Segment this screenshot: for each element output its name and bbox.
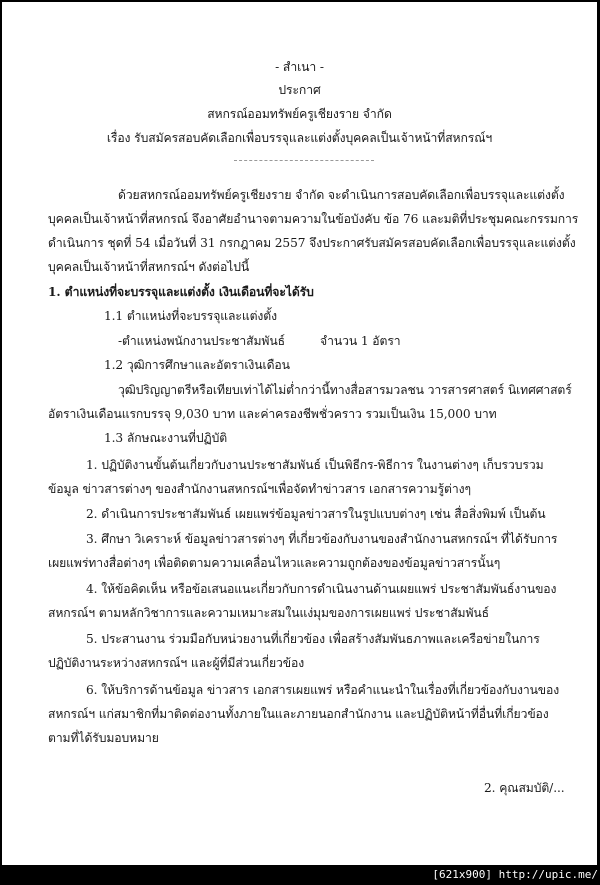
duty-6-line-2: สหกรณ์ฯ แก่สมาชิกที่มาติดต่องานทั้งภายในและภายนอกสำนักงาน และปฏิบัติหน้าที่อื่นที่เกี่ยวข้อง (48, 707, 549, 721)
qualification-line-2: อัตราเงินเดือนแรกบรรจุ 9,030 บาท และค่าครองชีพชั่วคราว รวมเป็นเงิน 15,000 บาท (48, 407, 497, 421)
section-1-heading: 1. ตำแหน่งที่จะบรรจุและแต่งตั้ง เงินเดือนที่จะได้รับ (48, 285, 314, 299)
duty-1-line-1: 1. ปฏิบัติงานขั้นต้นเกี่ยวกับงานประชาสัมพันธ์ เป็นพิธีกร-พิธีการ ในงานต่างๆ เก็บรวบรวม (86, 458, 544, 472)
duty-5-line-1: 5. ประสานงาน ร่วมมือกับหน่วยงานที่เกี่ยวข้อง เพื่อสร้างสัมพันธภาพและเครือข่ายในการ (86, 632, 540, 646)
duty-4-line-2: สหกรณ์ฯ ตามหลักวิชาการและความเหมาะสมในแง่มุมของการเผยแพร่ ประชาสัมพันธ์ (48, 606, 489, 620)
section-1-3-heading: 1.3 ลักษณะงานที่ปฏิบัติ (104, 431, 228, 445)
intro-line-3: ดำเนินการ ชุดที่ 54 เมื่อวันที่ 31 กรกฎาคม 2557 จึงประกาศรับสมัครสอบคัดเลือกเพื่อบรรจุและแต่งตั้ง (48, 236, 576, 250)
section-1-2-heading: 1.2 วุฒิการศึกษาและอัตราเงินเดือน (104, 358, 290, 372)
duty-3-line-2: เผยแพร่ทางสื่อต่างๆ เพื่อติดตามความเคลื่อนไหวและความถูกต้องของข้อมูลข่าวสารนั้นๆ (48, 556, 501, 570)
announcement-title: ประกาศ (278, 83, 321, 97)
document-page (2, 2, 597, 865)
organization-name: สหกรณ์ออมทรัพย์ครูเชียงราย จำกัด (207, 107, 392, 121)
duty-1-line-2: ข้อมูล ข่าวสารต่างๆ ของสำนักงานสหกรณ์ฯเพื่อจัดทำข่าวสาร เอกสารความรู้ต่างๆ (48, 482, 471, 496)
intro-line-1: ด้วยสหกรณ์ออมทรัพย์ครูเชียงราย จำกัด จะดำเนินการสอบคัดเลือกเพื่อบรรจุและแต่งตั้ง (118, 188, 565, 202)
duty-6-line-3: ตามที่ได้รับมอบหมาย (48, 731, 159, 745)
continuation-note: 2. คุณสมบัติ/... (484, 781, 565, 795)
duty-6-line-1: 6. ให้บริการด้านข้อมูล ข่าวสาร เอกสารเผยแพร่ หรือคำแนะนำในเรื่องที่เกี่ยวข้องกับงานของ (86, 683, 560, 697)
position-count: จำนวน 1 อัตรา (320, 334, 401, 348)
duty-5-line-2: ปฏิบัติงานระหว่างสหกรณ์ฯ และผู้ที่มีส่วนเกี่ยวข้อง (48, 656, 305, 670)
section-1-1-heading: 1.1 ตำแหน่งที่จะบรรจุและแต่งตั้ง (104, 309, 277, 323)
copy-label: - สำเนา - (275, 60, 324, 74)
qualification-line-1: วุฒิปริญญาตรีหรือเทียบเท่าได้ไม่ต่ำกว่านี้ทางสื่อสารมวลชน วารสารศาสตร์ นิเทศศาสตร์ (118, 383, 572, 397)
duty-3-line-1: 3. ศึกษา วิเคราะห์ ข้อมูลข่าวสารต่างๆ ที่เกี่ยวข้องกับงานของสำนักงานสหกรณ์ฯ ที่ได้รับการ (86, 532, 558, 546)
separator-line (234, 160, 374, 161)
intro-line-4: บุคคลเป็นเจ้าหน้าที่สหกรณ์ฯ ดังต่อไปนี้ (48, 260, 250, 274)
intro-line-2: บุคคลเป็นเจ้าหน้าที่สหกรณ์ จึงอาศัยอำนาจตามความในข้อบังคับ ข้อ 76 และมติที่ประชุมคณะกรรมการ (48, 212, 579, 226)
position-name: -ตำแหน่งพนักงานประชาสัมพันธ์ (118, 334, 285, 348)
footer-bar (0, 865, 600, 885)
subject-line: เรื่อง รับสมัครสอบคัดเลือกเพื่อบรรจุและแต่งตั้งบุคคลเป็นเจ้าหน้าที่สหกรณ์ฯ (106, 131, 493, 145)
duty-2-line-1: 2. ดำเนินการประชาสัมพันธ์ เผยแพร่ข้อมูลข่าวสารในรูปแบบต่างๆ เช่น สื่อสิ่งพิมพ์ เป็นต้น (86, 507, 546, 521)
duty-4-line-1: 4. ให้ข้อคิดเห็น หรือข้อเสนอแนะเกี่ยวกับการดำเนินงานด้านเผยแพร่ ประชาสัมพันธ์งานของ (86, 582, 557, 596)
watermark-text: [621x900] http://upic.me/ (432, 868, 598, 881)
